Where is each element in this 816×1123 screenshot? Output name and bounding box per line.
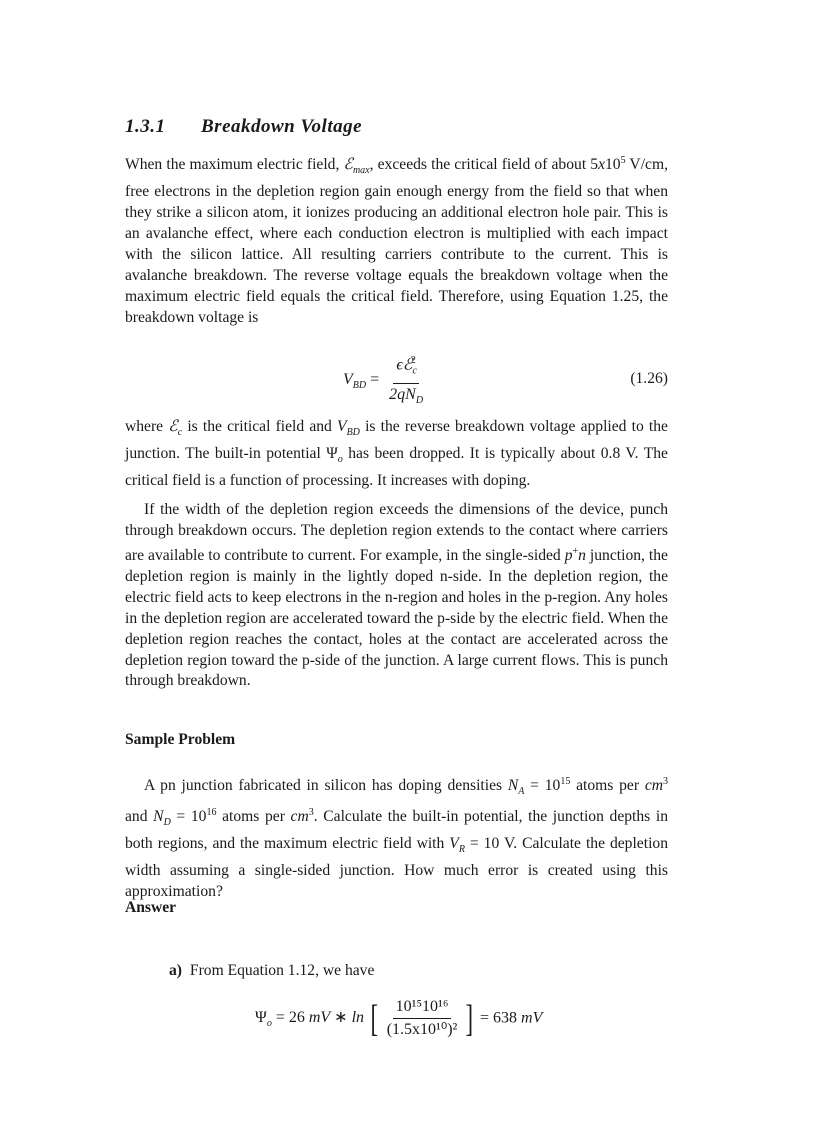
fraction: $\frac{\text{10¹⁵10¹⁶}}{\text{(1.5x10¹⁰)²}}$ bbox=[386, 998, 458, 1038]
fraction: $\frac{\epsilon ℰ_c^2}{2qN_D}$ bbox=[386, 352, 426, 410]
equation-1-26: $V_{BD}$ = $\frac{\epsilon ℰ_c^2}{2qN_D}$ (1.26) bbox=[125, 352, 668, 412]
sample-problem-heading: Sample Problem bbox=[125, 731, 236, 748]
section-heading bbox=[125, 116, 362, 138]
equation-number: (1.26) bbox=[630, 370, 668, 387]
item-text: From Equation 1.12, we have bbox=[189, 962, 375, 979]
section-number: 1.3.1 bbox=[125, 116, 166, 137]
sample-problem-text: A pn junction fabricated in silicon has doping densities $N_A = 10^{15}$ atoms per $cm^3$ and $N_D = 10^{16}$ atoms per $cm^3$. Calculate the built-in potential, the junction depths in both regions, and the maximum electric field with $V_R = 10$ V. Calculate the depletion width assuming a single-sided junction. How much error is created using this approximation? bbox=[125, 776, 669, 901]
paragraph-critical-field: where ℰ$_c$ is the critical field and $V_{BD}$ is the reverse breakdown voltage applied to the junction. The built-in potential $\Psi_o$ has been dropped. It is typically about 0.8 V. The critical field is a function of processing. It increases with doping. bbox=[125, 418, 668, 490]
paragraph-punch-through: If the width of the depletion region exceeds the dimensions of the device, punch through breakdown occurs. The depletion region extends to the contact where carriers are available to contribute to current. For example, in the single-sided p+n junction, the depletion region is mainly in the lightly doped n-side. In the depletion region, the electric field acts to keep electrons in the n-region and holes in the p-region. Any holes in the depletion region are accelerated toward the p-side by the electric field. When the depletion region reaches the contact, holes at the contact are accelerated across the depletion region toward the p-side of the junction. A large current flows. This is punch through breakdown. bbox=[125, 501, 668, 690]
equation-built-in-potential: $\Psi_o = 26$ mV ∗ ln [ $\frac{\text{10¹⁵10¹⁶}}{\text{(1.5x10¹⁰)²}}$ ] = 638 mV bbox=[255, 997, 543, 1040]
paragraph-avalanche: When the maximum electric field, ℰ$_{max}$, exceeds the critical field of about $5x10^5$ V/cm, free electrons in the depletion region gain enough energy from the field so that when they strike a silicon atom, it ionizes producing an additional electron hole pair. This is an avalanche effect, where each conduction electron is multiplied with each impact with the silicon lattice. All resulting carriers contribute to the current. This is avalanche breakdown. The reverse voltage equals the breakdown voltage when the maximum electric field equals the critical field. Therefore, using Equation 1.25, the breakdown voltage is bbox=[125, 155, 668, 326]
answer-item-a bbox=[169, 962, 374, 980]
item-label: a) bbox=[169, 962, 182, 979]
e-max-symbol: ℰ$_{max}$ bbox=[343, 156, 370, 177]
answer-heading: Answer bbox=[125, 899, 177, 916]
section-title: Breakdown Voltage bbox=[201, 116, 363, 137]
